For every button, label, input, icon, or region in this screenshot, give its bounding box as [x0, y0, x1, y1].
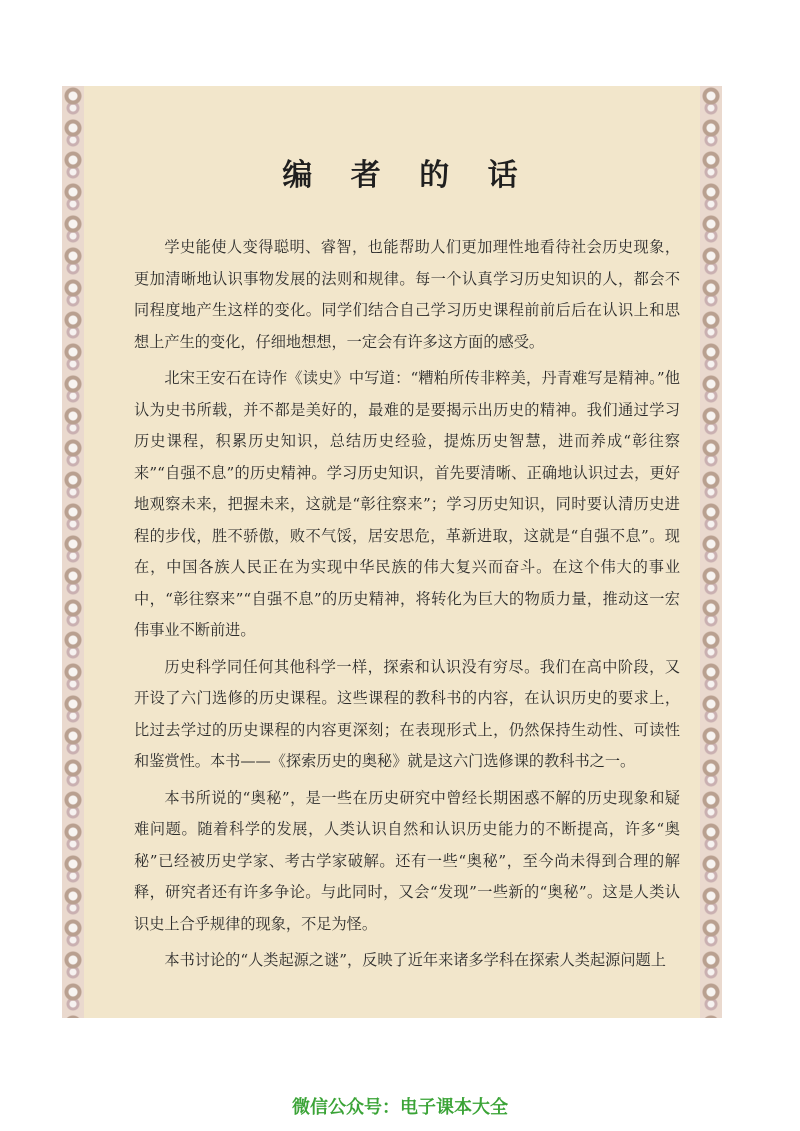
paragraph-3: 历史科学同任何其他科学一样，探索和认识没有穷尽。我们在高中阶段，又开设了六门选修的历史课程。这些课程的教科书的内容，在认识历史的要求上，比过去学过的历史课程的内容更深刻；在表现形式上，仍然保持生动性、可读性和鉴赏性。本书——《探索历史的奥秘》就是这六门选修课的教科书之一。 — [134, 657, 680, 770]
document-page — [62, 86, 722, 1018]
left-decorative-border — [62, 86, 84, 1018]
footer-watermark: 微信公众号：电子课本大全 — [292, 1097, 508, 1118]
paragraph-5: 本书讨论的“人类起源之谜”，反映了近年来诸多学科在探索人类起源问题上 — [164, 951, 666, 969]
paragraph-2: 北宋王安石在诗作《读史》中写道：“糟粕所传非粹美，丹青难写是精神。”他认为史书所载，并不都是美好的，最难的是要揭示出历史的精神。我们通过学习历史课程，积累历史知识，总结历史经验，提炼历史智慧，进而养成“彰往察来”“自强不息”的历史精神。学习历史知识，首先要清晰、正确地认识过去，更好地观察未来，把握未来，这就是“彰往察来”；学习历史知识，同时要认清历史进程的步伐，胜不骄傲，败不气馁，居安思危，革新进取，这就是“自强不息”。现在，中国各族人民正在为实现中华民族的伟大复兴而奋斗。在这个伟大的事业中，“彰往察来”“自强不息”的历史精神，将转化为巨大的物质力量，推动这一宏伟事业不断前进。 — [134, 369, 680, 639]
paragraph-1: 学史能使人变得聪明、睿智，也能帮助人们更加理性地看待社会历史现象，更加清晰地认识事物发展的法则和规律。每一个认真学习历史知识的人，都会不同程度地产生这样的变化。同学们结合自己学习历史课程前前后后在认识上和思想上产生的变化，仔细地想想，一定会有许多这方面的感受。 — [134, 238, 680, 351]
document-content — [134, 158, 680, 988]
document-title: 编 者 的 话 — [282, 158, 532, 193]
right-decorative-border — [700, 86, 722, 1018]
paragraph-4: 本书所说的“奥秘”，是一些在历史研究中曾经长期困惑不解的历史现象和疑难问题。随着科学的发展，人类认识自然和认识历史能力的不断提高，许多“奥秘”已经被历史学家、考古学家破解。还有一些“奥秘”，至今尚未得到合理的解释，研究者还有许多争论。与此同时，又会“发现”一些新的“奥秘”。这是人类认识史上合乎规律的现象，不足为怪。 — [134, 788, 680, 933]
